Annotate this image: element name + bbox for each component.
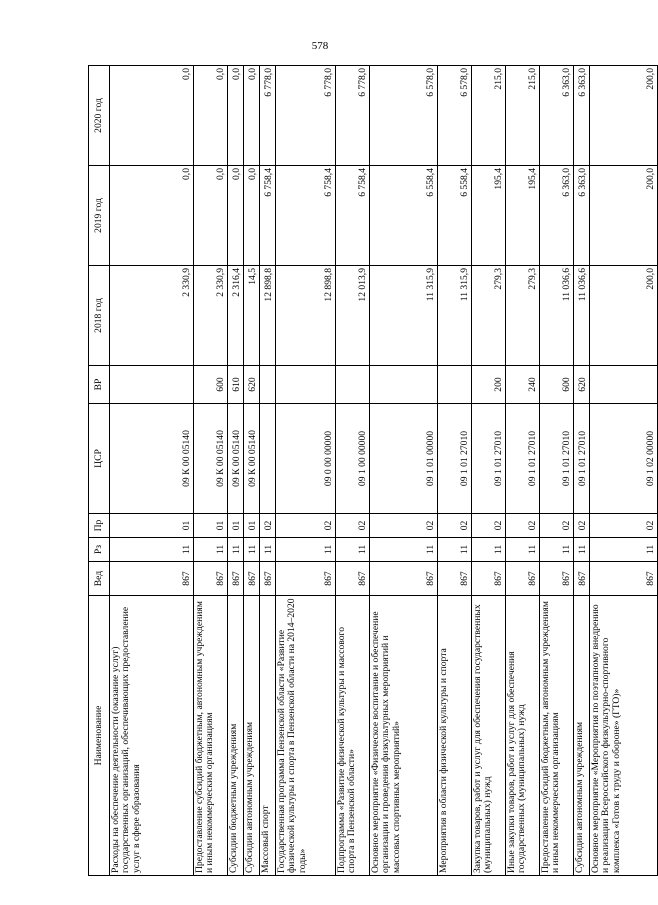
- table-cell: 867: [194, 562, 228, 596]
- table-cell: 867: [260, 562, 276, 596]
- table-cell: 6 758,4: [276, 166, 336, 266]
- table-cell: 11: [506, 538, 540, 562]
- table-cell: 09 1 01 27010: [574, 404, 590, 514]
- table-cell: 6 363,0: [540, 166, 574, 266]
- table-cell: 620: [244, 366, 260, 404]
- table-cell: 11: [540, 538, 574, 562]
- table-cell: 6 778,0: [260, 66, 276, 166]
- column-header: 2018 год: [89, 266, 110, 366]
- table-cell: 2 316,4: [228, 266, 244, 366]
- table-cell: 195,4: [506, 166, 540, 266]
- table-cell: 11: [260, 538, 276, 562]
- table-cell: 02: [472, 514, 506, 538]
- table-cell: 02: [590, 514, 658, 538]
- table-cell: 09 1 01 27010: [472, 404, 506, 514]
- table-cell: 0,0: [228, 166, 244, 266]
- table-cell: [438, 366, 472, 404]
- table-cell: 09 1 01 27010: [506, 404, 540, 514]
- table-cell: 215,0: [472, 66, 506, 166]
- table-cell: 200,0: [590, 166, 658, 266]
- table-cell: 12 898,8: [260, 266, 276, 366]
- table-cell: 867: [370, 562, 438, 596]
- table-cell: 11: [244, 538, 260, 562]
- table-cell: 240: [506, 366, 540, 404]
- table-cell: 01: [194, 514, 228, 538]
- table-cell: [370, 366, 438, 404]
- table-row: [574, 66, 590, 876]
- table-cell: 867: [110, 562, 194, 596]
- table-cell: 6 558,4: [370, 166, 438, 266]
- table-row: [370, 66, 438, 876]
- column-header: ВР: [89, 366, 110, 404]
- row-name-cell: Иные закупки товаров, работ и услуг для обеспечения государственных (муниципальных) нужд: [506, 596, 540, 876]
- table-cell: 09 К 00 05140: [244, 404, 260, 514]
- budget-table: [88, 65, 658, 876]
- column-header: 2020 год: [89, 66, 110, 166]
- table-cell: 200,0: [590, 266, 658, 366]
- table-row: [540, 66, 574, 876]
- row-name-cell: Государственная программа Пензенской области «Развитие физической культуры и спорта в Пензенской области на 2014–2020 годы»: [276, 596, 336, 876]
- page-number: 578: [311, 40, 329, 52]
- column-header: ЦСР: [89, 404, 110, 514]
- table-cell: 14,5: [244, 266, 260, 366]
- table-cell: [336, 366, 370, 404]
- table-cell: 600: [540, 366, 574, 404]
- table-cell: 867: [276, 562, 336, 596]
- table-cell: 279,3: [506, 266, 540, 366]
- table-cell: 11: [194, 538, 228, 562]
- table-row: [194, 66, 228, 876]
- table-cell: 0,0: [244, 66, 260, 166]
- table-cell: 09 1 01 27010: [540, 404, 574, 514]
- table-cell: 6 363,0: [574, 66, 590, 166]
- row-name-cell: Субсидии автономным учреждениям: [574, 596, 590, 876]
- table-row: [228, 66, 244, 876]
- table-cell: 11: [228, 538, 244, 562]
- table-cell: 11: [370, 538, 438, 562]
- table-cell: 02: [574, 514, 590, 538]
- table-cell: 12 013,9: [336, 266, 370, 366]
- table-cell: 0,0: [194, 166, 228, 266]
- table-cell: 02: [336, 514, 370, 538]
- table-cell: 09 1 00 00000: [336, 404, 370, 514]
- table-cell: 0,0: [194, 66, 228, 166]
- table-cell: 215,0: [506, 66, 540, 166]
- table-cell: 6 778,0: [276, 66, 336, 166]
- table-cell: 6 558,4: [438, 166, 472, 266]
- table-cell: 6 363,0: [540, 66, 574, 166]
- table-row: [506, 66, 540, 876]
- table-cell: 620: [574, 366, 590, 404]
- table-row: [276, 66, 336, 876]
- table-cell: 02: [370, 514, 438, 538]
- table-cell: 11 315,9: [438, 266, 472, 366]
- table-cell: 200,0: [590, 66, 658, 166]
- table-cell: 0,0: [110, 166, 194, 266]
- table-cell: 02: [540, 514, 574, 538]
- table-cell: 0,0: [244, 166, 260, 266]
- table-cell: 09 1 01 00000: [370, 404, 438, 514]
- table-cell: 01: [228, 514, 244, 538]
- table-row: [260, 66, 276, 876]
- table-cell: [260, 404, 276, 514]
- table-cell: 02: [260, 514, 276, 538]
- table-cell: 11 036,6: [574, 266, 590, 366]
- table-cell: 279,3: [472, 266, 506, 366]
- table-cell: 11: [276, 538, 336, 562]
- table-cell: 6 363,0: [574, 166, 590, 266]
- table-cell: 6 578,0: [370, 66, 438, 166]
- row-name-cell: Мероприятия в области физической культуры и спорта: [438, 596, 472, 876]
- table-cell: 600: [194, 366, 228, 404]
- table-cell: [260, 366, 276, 404]
- table-cell: 11: [574, 538, 590, 562]
- row-name-cell: Субсидии бюджетным учреждениям: [228, 596, 244, 876]
- table-cell: 867: [506, 562, 540, 596]
- table-cell: [590, 366, 658, 404]
- row-name-cell: Предоставление субсидий бюджетным, автономным учреждениям и иным некоммерческим организациям: [194, 596, 228, 876]
- table-cell: 01: [244, 514, 260, 538]
- table-row: [438, 66, 472, 876]
- table-cell: 11: [438, 538, 472, 562]
- table-cell: 09 К 00 05140: [228, 404, 244, 514]
- table-cell: 09 1 02 00000: [590, 404, 658, 514]
- table-header-row: [89, 66, 110, 876]
- row-name-cell: Субсидии автономным учреждениям: [244, 596, 260, 876]
- table-cell: 2 330,9: [110, 266, 194, 366]
- table-cell: 09 К 00 05140: [194, 404, 228, 514]
- table-row: [110, 66, 194, 876]
- table-cell: 2 330,9: [194, 266, 228, 366]
- table-cell: 867: [336, 562, 370, 596]
- table-cell: 11: [336, 538, 370, 562]
- table-cell: 867: [574, 562, 590, 596]
- table-row: [336, 66, 370, 876]
- column-header: 2019 год: [89, 166, 110, 266]
- table-cell: 0,0: [228, 66, 244, 166]
- table-cell: 09 1 01 27010: [438, 404, 472, 514]
- table-cell: 867: [438, 562, 472, 596]
- table-cell: 867: [244, 562, 260, 596]
- row-name-cell: Закупка товаров, работ и услуг для обеспечения государственных (муниципальных) нужд: [472, 596, 506, 876]
- table-cell: 195,4: [472, 166, 506, 266]
- table-row: [244, 66, 260, 876]
- row-name-cell: Расходы на обеспечение деятельности (оказание услуг) государственных организаций, обеспечивающих предоставление услуг в сфере образования: [110, 596, 194, 876]
- table-cell: 02: [506, 514, 540, 538]
- table-cell: 11: [110, 538, 194, 562]
- rotated-table-container: [88, 66, 656, 876]
- column-header: Вед: [89, 562, 110, 596]
- table-cell: 11 036,6: [540, 266, 574, 366]
- table-cell: 11 315,9: [370, 266, 438, 366]
- row-name-cell: Предоставление субсидий бюджетным, автономным учреждениям и иным некоммерческим организациям: [540, 596, 574, 876]
- table-cell: 6 758,4: [260, 166, 276, 266]
- table-cell: 01: [110, 514, 194, 538]
- table-cell: 02: [438, 514, 472, 538]
- table-cell: 02: [276, 514, 336, 538]
- table-cell: 11: [590, 538, 658, 562]
- table-body: [110, 66, 658, 876]
- table-cell: 0,0: [110, 66, 194, 166]
- table-cell: 6 578,0: [438, 66, 472, 166]
- table-cell: 6 758,4: [336, 166, 370, 266]
- row-name-cell: Основное мероприятие «Мероприятия по поэтапному внедрению и реализации Всероссийского физкультурно-спортивного комплекса «Готов к труду и обороне» (ГТО)»: [590, 596, 658, 876]
- table-cell: 09 К 00 05140: [110, 404, 194, 514]
- table-cell: 610: [228, 366, 244, 404]
- row-name-cell: Подпрограмма «Развитие физической культуры и массового спорта в Пензенской области»: [336, 596, 370, 876]
- table-cell: 12 898,8: [276, 266, 336, 366]
- table-row: [590, 66, 658, 876]
- table-cell: 867: [472, 562, 506, 596]
- row-name-cell: Основное мероприятие «Физическое воспитание и обеспечение организации и проведения физкультурных мероприятий и массовых спортивных мероприятий»: [370, 596, 438, 876]
- row-name-cell: Массовый спорт: [260, 596, 276, 876]
- table-cell: 09 0 00 00000: [276, 404, 336, 514]
- table-cell: 200: [472, 366, 506, 404]
- column-header: Рз: [89, 538, 110, 562]
- table-cell: 6 778,0: [336, 66, 370, 166]
- table-cell: 867: [228, 562, 244, 596]
- table-cell: 11: [472, 538, 506, 562]
- table-cell: [110, 366, 194, 404]
- table-row: [472, 66, 506, 876]
- table-cell: [276, 366, 336, 404]
- table-cell: 867: [590, 562, 658, 596]
- column-header: Пр: [89, 514, 110, 538]
- table-cell: 867: [540, 562, 574, 596]
- column-header: Наименование: [89, 596, 110, 876]
